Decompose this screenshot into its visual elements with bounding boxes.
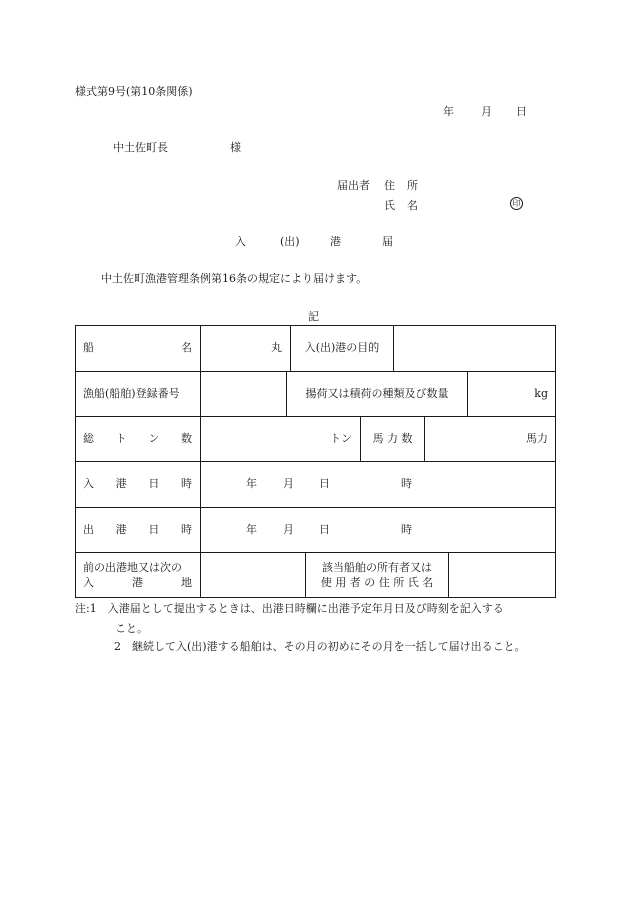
- tonnage-unit: トン: [330, 431, 352, 445]
- ship-name-label: 船 名: [83, 340, 192, 354]
- registration-field[interactable]: [201, 372, 286, 416]
- addressee-honorific: 様: [230, 141, 241, 154]
- cargo-field[interactable]: [468, 372, 556, 416]
- registration-label: 漁船(船舶)登録番号: [83, 386, 180, 400]
- note-1-line-1: 注:1 入港届として提出するときは、出港日時欄に出港予定年月日及び時刻を記入する: [75, 602, 504, 615]
- horsepower-unit: 馬力: [526, 431, 548, 445]
- submitter-name-label: 氏: [384, 199, 395, 212]
- date-month-label: 月: [481, 105, 492, 118]
- purpose-label: 入(出)港の目的: [304, 340, 380, 354]
- document-title-part: 港: [330, 235, 341, 248]
- submitter-label: 届出者: [337, 179, 370, 192]
- purpose-field[interactable]: [394, 325, 556, 371]
- exit-datetime-label: 出 港 日 時: [83, 522, 192, 536]
- owner-field[interactable]: [449, 553, 556, 598]
- entry-datetime-field[interactable]: 年 月 日 時: [246, 477, 412, 491]
- submitter-address-label-2: 所: [407, 179, 418, 192]
- exit-datetime-field[interactable]: 年 月 日 時: [246, 522, 412, 536]
- document-title-part: 届: [382, 235, 393, 248]
- submitter-address-label: 住: [384, 179, 395, 192]
- horsepower-label: 馬 力 数: [372, 431, 413, 445]
- port-entry-table: [75, 325, 556, 598]
- cargo-label: 揚荷又は積荷の種類及び数量: [305, 386, 449, 400]
- ship-name-suffix: 丸: [271, 340, 282, 354]
- ki-label: 記: [308, 310, 319, 323]
- prev-next-port-field[interactable]: [201, 553, 305, 598]
- cargo-unit: kg: [534, 386, 548, 400]
- date-year-label: 年: [443, 105, 454, 118]
- entry-datetime-label: 入 港 日 時: [83, 477, 192, 491]
- date-day-label: 日: [516, 105, 527, 118]
- document-title-part: (出): [280, 235, 300, 248]
- note-2: 2 継続して入(出)港する船舶は、その月の初めにその月を一括して届け出ること。: [114, 640, 526, 653]
- horsepower-field[interactable]: [425, 417, 556, 461]
- prev-next-port-label: 前の出港地又は次の 入 港 地: [83, 560, 192, 589]
- submitter-name-label-2: 名: [407, 199, 418, 212]
- seal-icon: 印: [510, 197, 523, 210]
- tonnage-field[interactable]: [201, 417, 360, 461]
- document-title-part: 入: [235, 235, 246, 248]
- form-number: 様式第9号(第10条関係): [75, 85, 193, 98]
- note-1-line-2: こと。: [115, 622, 148, 635]
- tonnage-label: 総 ト ン 数: [83, 431, 192, 445]
- owner-label: 該当船舶の所有者又は 使 用 者 の 住 所 氏 名: [320, 560, 434, 589]
- addressee-name: 中土佐町長: [113, 141, 168, 154]
- intro-text: 中土佐町漁港管理条例第16条の規定により届けます。: [101, 272, 368, 285]
- ship-name-field[interactable]: [201, 325, 290, 371]
